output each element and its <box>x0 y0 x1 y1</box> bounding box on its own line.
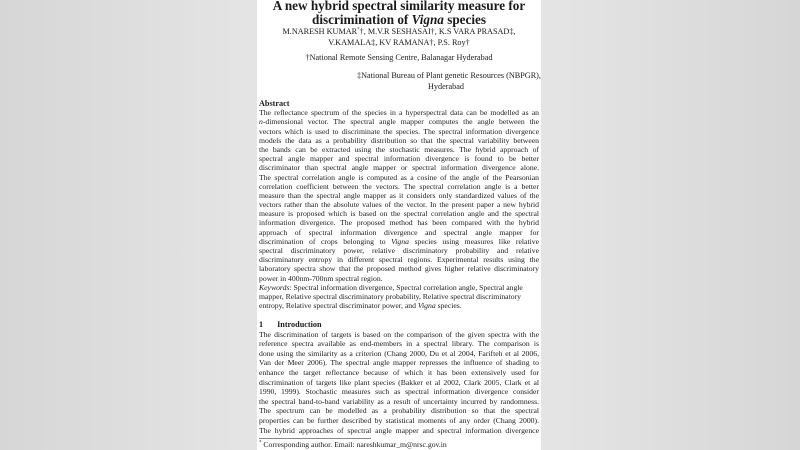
line-text: approach of spectral information divergence and spectral angle mapper for <box>259 227 539 237</box>
text-line <box>259 416 539 426</box>
line-text: The spectral correlation angle is computed as a cosine of the angle of the Pearsonian <box>259 172 539 182</box>
line-text: reference spectra available as end-members in a spectral library. The comparison is <box>259 339 539 349</box>
line-text: spectral discriminatory power, relative discriminatory probability and relative <box>259 246 539 255</box>
text-line <box>259 200 539 209</box>
text-line <box>259 191 539 200</box>
text-line <box>259 228 539 237</box>
line-text: entropy, Relative spectral discriminator power, and <box>259 301 418 311</box>
text-line <box>259 136 539 145</box>
abstract-body <box>259 108 539 310</box>
text-line <box>259 378 539 388</box>
line-text: done using the similarity as a criterion (Chang 2000, Du et al 2004, Farifteh et al 2006, <box>259 348 539 358</box>
footnote <box>259 440 447 449</box>
text-line <box>259 145 539 154</box>
affiliation-nrsc: †National Remote Sensing Centre, Balanagar Hyderabad <box>305 53 493 62</box>
text-line <box>259 127 539 136</box>
text-line <box>259 426 539 436</box>
line-text: Van der Meer 2006). The spectral angle mapper represses the influence of shading to <box>259 358 539 368</box>
text-line <box>259 358 539 368</box>
introduction-heading <box>259 320 539 330</box>
text-line <box>259 246 539 255</box>
footnote-mark: * <box>259 440 262 446</box>
text-line <box>259 218 539 227</box>
text-line <box>259 255 539 264</box>
title-italic: Vigna <box>411 11 444 27</box>
text-line <box>259 209 539 218</box>
line-text: vectors which is used to discriminate the species. The spectral information divergence <box>259 126 539 136</box>
line-text: species. <box>435 301 462 311</box>
footnote-divider <box>259 438 371 439</box>
line-text: mapper, Relative spectral discriminatory probability, Relative spectral discriminatory <box>259 291 521 301</box>
text-line <box>259 292 539 301</box>
italic-text: Keywords <box>259 282 290 292</box>
author-sup: * <box>357 26 360 32</box>
text-line <box>259 301 539 310</box>
introduction-body <box>259 330 539 436</box>
text-line <box>259 163 539 172</box>
line-text: discrimination of crops belonging to <box>259 236 392 246</box>
line-text: the spectral band-to-band variability as a result of uncertainty incurred by randomness. <box>259 396 539 406</box>
line-text: The discrimination of targets is based on the comparison of the given spectra with the <box>259 329 539 339</box>
line-text: : Spectral information divergence, Spectral correlation angle, Spectral angle <box>289 282 523 292</box>
introduction-section <box>259 320 539 435</box>
line-text: power in 400nm-700nm spectral region. <box>259 273 383 283</box>
line-text: laboratory spectra show that the proposed method gives higher relative discriminatory <box>259 264 539 274</box>
title-text: species <box>443 11 487 27</box>
author-text: M.NARESH KUMAR <box>282 26 358 36</box>
line-text: The reflectance spectrum of the species in a hyperspectral data can be modelled as an <box>259 108 539 118</box>
text-line <box>259 406 539 416</box>
line-text: measure than the spectral angle mapper as it considers only standardized values of the <box>259 190 539 200</box>
text-line <box>259 339 539 349</box>
line-text: vectors rather than the absolute values of the vector. In the present paper a new hybrid <box>259 200 539 210</box>
line-text: measure is proposed which is based on the spectral correlation angle and the spectral <box>259 209 539 219</box>
text-line <box>259 154 539 163</box>
italic-text: n <box>259 117 263 127</box>
title-text: discrimination of <box>311 11 412 27</box>
text-line <box>259 108 539 117</box>
document-page <box>257 0 541 450</box>
abstract-section <box>259 99 539 310</box>
text-line <box>259 349 539 359</box>
text-line <box>259 368 539 378</box>
authors-line-1 <box>257 27 541 37</box>
line-text: correlation coefficient between the vectors. The spectral correlation angle is a better <box>259 181 539 191</box>
text-line <box>259 274 539 283</box>
paper-title-line-1: A new hybrid spectral similarity measure for <box>272 0 526 13</box>
text-line <box>259 173 539 182</box>
authors-line-2: V.KAMALA‡, KV RAMANA†, P.S. Roy† <box>328 37 470 47</box>
abstract-heading: Abstract <box>259 99 290 108</box>
line-text: -dimensional vector. The spectral angle mapper computes the angle between the <box>262 117 539 127</box>
line-text: enhance the target reflectance because of which it has been extensively used for <box>259 367 539 377</box>
italic-text: Vigna <box>417 301 436 311</box>
line-text: models the data as a probability distribution so that the spectral variability between <box>259 135 539 145</box>
author-text: †, M.V.R SESHASAI†, K.S VARA PRASAD‡, <box>359 26 516 36</box>
section-number: 1 <box>259 320 264 329</box>
text-line <box>259 330 539 340</box>
line-text: properties can be further described by statistical moments of any order (Chang 2000). <box>259 415 539 425</box>
line-text: discriminatory entropy in different spectral regions. Experimental results using the <box>259 255 539 265</box>
line-text: 1990, 1999). Stochastic measures such as spectral information divergence consider <box>259 387 539 397</box>
line-text: The spectrum can be modelled as a probability distribution so that the spectral <box>259 406 539 416</box>
text-line <box>259 397 539 407</box>
line-text: species using measures like relative <box>408 236 539 246</box>
text-line <box>259 387 539 397</box>
line-text: information divergence. The proposed method has been compared with the hybrid <box>259 218 539 228</box>
text-line <box>259 117 539 126</box>
text-line <box>259 283 539 292</box>
line-text: The hybrid approaches of spectral angle mapper and spectral information divergence <box>259 425 539 435</box>
footnote-text: Corresponding author. Email: nareshkumar_m@nrsc.gov.in <box>261 440 447 449</box>
text-line <box>259 264 539 273</box>
line-text: discriminator than spectral angle mapper or spectral information divergence alone. <box>259 163 539 173</box>
line-text: spectral angle mapper and spectral information divergence is found to be better <box>259 154 539 164</box>
paper-title-line-2 <box>257 13 541 27</box>
line-text: the bands can be extracted using the stochastic measures. The hybrid approach of <box>259 144 539 154</box>
italic-text: Vigna <box>391 236 409 246</box>
affiliation-nbpgr: ‡National Bureau of Plant genetic Resources (NBPGR), <box>357 71 541 80</box>
affiliation-nbpgr-city: Hyderabad <box>428 81 464 91</box>
text-line <box>259 237 539 246</box>
section-title: Introduction <box>277 320 322 329</box>
line-text: discrimination of targets like plant species (Bakker et al 2002, Clark 2005, Clark et al <box>259 377 539 387</box>
text-line <box>259 182 539 191</box>
